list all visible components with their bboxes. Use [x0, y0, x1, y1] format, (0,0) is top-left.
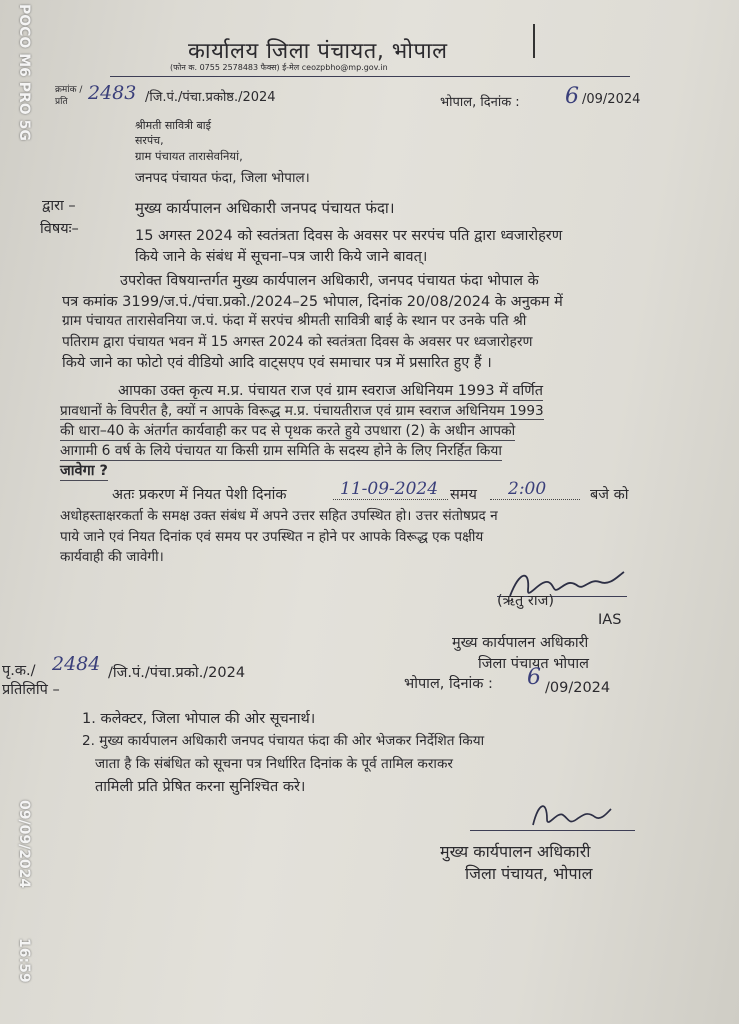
- pk-suffix: /जि.पं./पंचा.प्रको./2024: [108, 665, 246, 681]
- ref-place-date-label: भोपाल, दिनांक :: [440, 95, 520, 110]
- copy-item-2: 2. मुख्य कार्यपालन अधिकारी जनपद पंचायत फंदा की ओर भेजकर निर्देशित किया: [82, 733, 485, 749]
- signatory-name: (ऋतु राज): [497, 593, 555, 609]
- para2-line-2: प्रावधानों के विपरीत है, क्यों न आपके विरूद्ध म.प्र. पंचायतीराज एवं ग्राम स्वराज अधिनियम 1993: [60, 400, 544, 420]
- recipient-line-1: श्रीमती सावित्री बाई: [135, 119, 212, 132]
- para1-line-2: पत्र कमांक 3199/ज.पं./पंचा.प्रको./2024–25 भोपाल, दिनांक 20/08/2024 के अनुकम में: [62, 294, 563, 310]
- para3-line-2: पाये जाने एवं नियत दिनांक एवं समय पर उपस्थित न होने पर आपके विरूद्ध एक पक्षीय: [60, 529, 484, 545]
- para2-line-4: आगामी 6 वर्ष के लिये पंचायत या किसी ग्राम समिति के सदस्य होने के लिए निरर्हित किया: [60, 443, 502, 459]
- copy-place-date-label: भोपाल, दिनांक :: [404, 676, 493, 692]
- para3-end: बजे को: [590, 487, 629, 503]
- ref-label: क्रमांक / प्रति: [55, 85, 83, 107]
- signature-2-title-2: जिला पंचायत, भोपाल: [465, 864, 593, 883]
- pk-number-handwritten: 2484: [52, 653, 101, 675]
- camera-watermark: [12, 0, 32, 1024]
- contact-line: (फोन क. 0755 2578483 फैक्स) ई-मेल ceozpbho@mp.gov.in: [170, 63, 388, 72]
- watermark-date: 09/09/2024: [16, 800, 32, 889]
- subject-line-2: किये जाने के संबंध में सूचना–पत्र जारी किये जाने बावत्।: [135, 249, 428, 265]
- ref-date-handwritten: 6: [565, 84, 579, 109]
- para3-line-3: कार्यवाही की जावेगी।: [60, 549, 164, 565]
- hearing-date-dots: [333, 499, 448, 500]
- ref-number-handwritten: 2483: [88, 82, 137, 104]
- header-mark: [533, 24, 535, 58]
- watermark-time: 16:59: [16, 938, 32, 983]
- via-label: द्वारा –: [42, 198, 76, 214]
- copy-date-handwritten: 6: [527, 665, 541, 690]
- pk-label: पृ.क./: [2, 663, 36, 679]
- para1-line-1: उपरोक्त विषयान्तर्गत मुख्य कार्यपालन अधिकारी, जनपद पंचायत फंदा भोपाल के: [120, 273, 539, 289]
- copy-item-2-line-2: जाता है कि संबंधित को सूचना पत्र निर्धारित दिनांक के पूर्व तामिल कराकर: [95, 756, 453, 772]
- recipient-line-3: ग्राम पंचायत तारासेवनियां,: [135, 149, 243, 163]
- ref-date-suffix: /09/2024: [582, 92, 641, 107]
- hearing-time-dots: [490, 499, 580, 500]
- para1-line-3: ग्राम पंचायत तारासेवनिया ज.पं. फंदा में सरपंच श्रीमती सावित्री बाई के स्थान पर उनके पति श्री: [62, 313, 527, 329]
- para1-line-4: पतिराम द्वारा पंचायत भवन में 15 अगस्त 2024 को स्वतंत्रता दिवस के अवसर पर ध्वजारोहरण: [62, 334, 533, 350]
- copy-item-2-line-3: तामिली प्रति प्रेषित करना सुनिश्चित करे।: [95, 779, 306, 795]
- signature-2: [525, 795, 615, 835]
- signature-2-strike: [470, 830, 635, 831]
- hearing-time-label: समय: [450, 487, 477, 503]
- hearing-time-handwritten: 2:00: [508, 479, 547, 499]
- header-rule: [110, 76, 630, 77]
- via-text: मुख्य कार्यपालन अधिकारी जनपद पंचायत फंदा।: [135, 199, 395, 217]
- recipient-line-2: सरपंच,: [135, 134, 164, 147]
- subject-label: विषयः–: [40, 221, 79, 237]
- signatory-title-1: मुख्य कार्यपालन अधिकारी: [452, 635, 589, 651]
- subject-line-1: 15 अगस्त 2024 को स्वतंत्रता दिवस के अवसर पर सरपंच पति द्वारा ध्वजारोहरण: [135, 228, 563, 244]
- copy-date-suffix: /09/2024: [545, 680, 611, 696]
- ref-suffix: /जि.पं./पंचा.प्रकोष्ठ./2024: [145, 90, 276, 105]
- copy-item-1: 1. कलेक्टर, जिला भोपाल की ओर सूचनार्थ।: [82, 711, 316, 727]
- signature-2-title-1: मुख्य कार्यपालन अधिकारी: [440, 842, 591, 861]
- para2-line-1: आपका उक्त कृत्य म.प्र. पंचायत राज एवं ग्राम स्वराज अधिनियम 1993 में वर्णित: [118, 380, 543, 401]
- hearing-date-handwritten: 11-09-2024: [340, 479, 439, 499]
- para3-line-1: अधोहस्ताक्षरकर्ता के समक्ष उक्त संबंध में अपने उत्तर सहित उपस्थित हो। उत्तर संतोषप्रद न: [60, 508, 498, 524]
- office-title: कार्यालय जिला पंचायत, भोपाल: [188, 39, 448, 64]
- para2-line-5: जावेगा ?: [60, 460, 108, 481]
- para2-line-3: की धारा–40 के अंतर्गत कार्यवाही कर पद से पृथक करते हुये उपधारा (2) के अधीन आपको: [60, 423, 516, 439]
- copy-label: प्रतिलिपि –: [2, 682, 60, 698]
- para1-line-5: किये जाने का फोटो एवं वीडियो आदि वाट्सएप एवं समाचार पत्र में प्रसारित हुए हैं ।: [62, 355, 492, 371]
- signatory-cadre: IAS: [598, 612, 622, 628]
- watermark-camera: POCO M6 PRO 5G: [16, 4, 32, 141]
- para3-start: अतः प्रकरण में नियत पेशी दिनांक: [112, 487, 287, 503]
- recipient-line-4: जनपद पंचायत फंदा, जिला भोपाल।: [135, 170, 310, 186]
- signatory-title-2: जिला पंचायत भोपाल: [478, 656, 589, 672]
